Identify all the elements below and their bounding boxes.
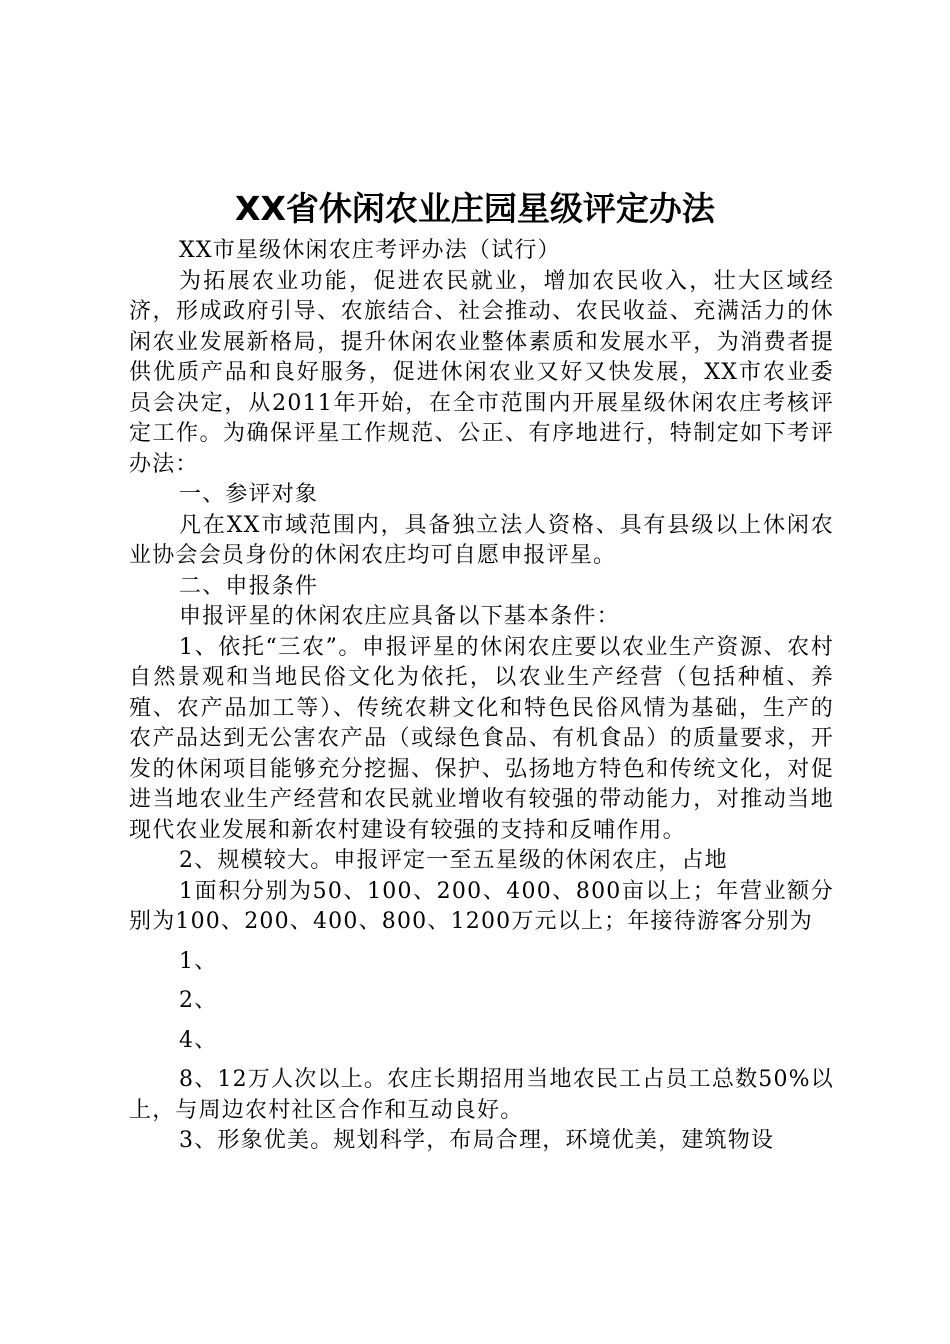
list-fragment-3: 4、 (179, 1027, 218, 1053)
paragraph-condition-2-detail: 1面积分别为50、100、200、400、800亩以上；年营业额分别为100、200、400、800、1200万元以上；年接待游客分别为 (129, 878, 834, 934)
paragraph-condition-2: 2、规模较大。申报评定一至五星级的休闲农庄，占地 (179, 848, 728, 873)
section-heading-2: 二、申报条件 (179, 573, 319, 599)
paragraph-condition-2-visitors: 8、12万人次以上。农庄长期招用当地农民工占员工总数50%以上，与周边农村社区合作和互动良好。 (129, 1067, 834, 1123)
paragraph-conditions-intro: 申报评星的休闲农庄应具备以下基本条件： (179, 604, 620, 629)
paragraph-condition-1: 1、依托“三农”。申报评星的休闲农庄要以农业生产资源、农村自然景观和当地民俗文化为依托，以农业生产经营（包括种植、养殖、农产品加工等）、传统农耕文化和特色民俗风情为基础，生产的农产品达到无公害农产品（或绿色食品、有机食品）的质量要求，开发的休闲项目能够充分挖掘、保护、弘扬地方特色和传统文化，对促进当地农业生产经营和农民就业增收有较强的带动能力，对推动当地现代农业发展和新农村建设有较强的支持和反哺作用。 (129, 634, 834, 843)
paragraph-condition-3: 3、形象优美。规划科学，布局合理，环境优美，建筑物设 (179, 1128, 775, 1153)
document-title: XX省休闲农业庄园星级评定办法 (235, 189, 715, 228)
list-fragment-1: 1、 (179, 948, 218, 974)
list-fragment-2: 2、 (179, 988, 218, 1013)
paragraph-eligibility: 凡在XX市域范围内，具备独立法人资格、具有县级以上休闲农业协会会员身份的休闲农庄均可自愿申报评星。 (129, 512, 834, 568)
paragraph-preamble: 为拓展农业功能，促进农民就业，增加农民收入，壮大区域经济，形成政府引导、农旅结合、社会推动、农民收益、充满活力的休闲农业发展新格局，提升休闲农业整体素质和发展水平，为消费者提供优质产品和良好服务，促进休闲农业又好又快发展，XX市农业委员会决定，从2011年开始，在全市范围内开展星级休闲农庄考核评定工作。为确保评星工作规范、公正、有序地进行，特制定如下考评办法： (129, 268, 834, 477)
paragraph-subtitle: XX市星级休闲农庄考评办法（试行） (179, 238, 561, 263)
section-heading-1: 一、参评对象 (179, 482, 319, 507)
document-body (129, 236, 834, 1157)
